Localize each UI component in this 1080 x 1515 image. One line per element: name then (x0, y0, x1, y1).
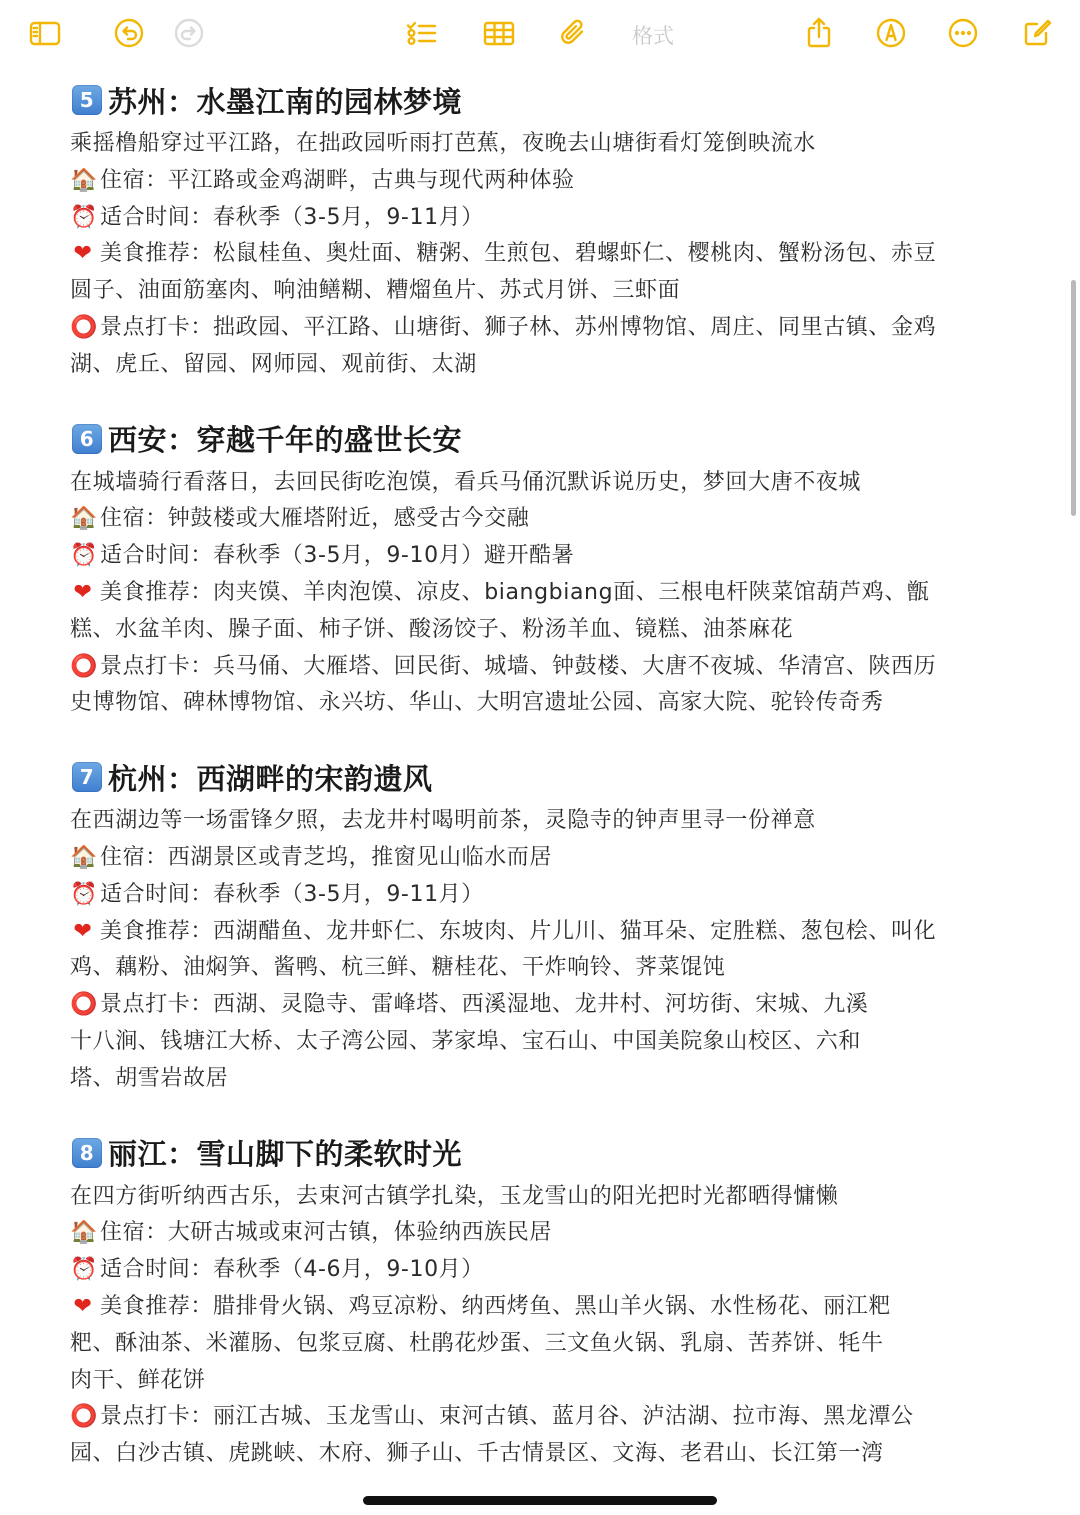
note-body[interactable] (70, 78, 1020, 1473)
spots-text: 景点打卡：丽江古城、玉龙雪山、束河古镇、蓝月谷、泸沽湖、拉市海、黑龙潭公 (100, 1404, 914, 1430)
vertical-scrollbar[interactable] (1071, 280, 1076, 516)
house-icon: 🏠 (70, 844, 98, 870)
house-icon: 🏠 (70, 1220, 98, 1246)
food-line-cont: 圆子、油面筋塞肉、响油鳝糊、糟熘鱼片、苏式月饼、三虾面 (70, 278, 681, 304)
spots-line-cont: 湖、虎丘、留园、网师园、观前街、太湖 (70, 351, 477, 377)
undo-icon[interactable] (110, 14, 148, 52)
section-hangzhou (70, 755, 1020, 1097)
spots-line (70, 987, 1020, 1024)
red-circle-icon: ⭕ (70, 314, 98, 340)
section-title: 杭州：西湖畔的宋韵遗风 (108, 761, 433, 796)
keycap-number-icon: 8 (72, 1138, 102, 1168)
spots-line-cont: 塔、胡雪岩故居 (70, 1065, 229, 1091)
time-line (70, 538, 1020, 575)
food-line (70, 1289, 1020, 1326)
food-text: 美食推荐：西湖醋鱼、龙井虾仁、东坡肉、片儿川、猫耳朵、定胜糕、葱包桧、叫化 (100, 918, 937, 944)
time-text: 适合时间：春秋季（4-6月，9-10月） (100, 1257, 484, 1283)
share-icon[interactable] (800, 14, 838, 52)
table-icon[interactable] (480, 14, 518, 52)
red-circle-icon: ⭕ (70, 1404, 98, 1430)
stay-line (70, 163, 1020, 200)
heart-icon: ❤ (73, 241, 93, 267)
stay-line (70, 840, 1020, 877)
spots-text: 景点打卡：西湖、灵隐寺、雷峰塔、西溪湿地、龙井村、河坊街、宋城、九溪 (100, 992, 869, 1018)
food-text: 美食推荐：腊排骨火锅、鸡豆凉粉、纳西烤鱼、黑山羊火锅、水性杨花、丽江粑 (100, 1293, 892, 1319)
attachment-icon[interactable] (554, 14, 592, 52)
house-icon: 🏠 (70, 506, 98, 532)
stay-line (70, 1215, 1020, 1252)
redo-icon[interactable] (170, 14, 208, 52)
food-line-cont: 鸡、藕粉、油焖笋、酱鸭、杭三鲜、糖桂花、干炸响铃、荠菜馄饨 (70, 955, 726, 981)
section-heading (70, 755, 1020, 799)
time-text: 适合时间：春秋季（3-5月，9-11月） (100, 881, 484, 907)
section-title: 丽江：雪山脚下的柔软时光 (108, 1137, 463, 1172)
compose-icon[interactable] (1018, 14, 1056, 52)
section-heading (70, 417, 1020, 461)
food-line-cont: 粑、酥油茶、米灌肠、包浆豆腐、杜鹃花炒蛋、三文鱼火锅、乳扇、苦荞饼、牦牛 (70, 1330, 884, 1356)
keycap-number-icon: 5 (72, 85, 102, 115)
time-line (70, 1252, 1020, 1289)
heart-icon: ❤ (73, 918, 93, 944)
markup-icon[interactable] (872, 14, 910, 52)
spots-line-cont: 园、白沙古镇、虎跳峡、木府、狮子山、千古情景区、文海、老君山、长江第一湾 (70, 1441, 884, 1467)
food-line (70, 914, 1020, 951)
section-heading (70, 78, 1020, 122)
sidebar-icon[interactable] (26, 14, 64, 52)
food-line-cont: 肉干、鲜花饼 (70, 1367, 206, 1393)
heart-icon: ❤ (73, 1293, 93, 1319)
section-lijiang (70, 1131, 1020, 1473)
keycap-number-icon: 7 (72, 762, 102, 792)
food-line-cont: 糕、水盆羊肉、臊子面、柿子饼、酸汤饺子、粉汤羊血、镜糕、油茶麻花 (70, 616, 794, 642)
food-text: 美食推荐：松鼠桂鱼、奥灶面、糖粥、生煎包、碧螺虾仁、樱桃肉、蟹粉汤包、赤豆 (100, 241, 937, 267)
spots-line-cont: 十八涧、钱塘江大桥、太子湾公园、茅家埠、宝石山、中国美院象山校区、六和 (70, 1028, 862, 1054)
red-circle-icon: ⭕ (70, 992, 98, 1018)
spots-line (70, 1399, 1020, 1436)
time-text: 适合时间：春秋季（3-5月，9-11月） (100, 204, 484, 230)
intro-text: 乘摇橹船穿过平江路，在拙政园听雨打芭蕉，夜晚去山塘街看灯笼倒映流水 (70, 131, 816, 156)
food-text: 美食推荐：肉夹馍、羊肉泡馍、凉皮、biangbiang面、三根电杆陕菜馆葫芦鸡、甑 (100, 579, 930, 605)
food-line (70, 575, 1020, 612)
spots-text: 景点打卡：兵马俑、大雁塔、回民街、城墙、钟鼓楼、大唐不夜城、华清宫、陕西历 (100, 653, 937, 679)
alarm-clock-icon: ⏰ (70, 1257, 98, 1283)
section-suzhou (70, 78, 1020, 384)
time-line (70, 200, 1020, 237)
format-button[interactable]: 格式 (632, 24, 674, 48)
spots-line (70, 649, 1020, 686)
alarm-clock-icon: ⏰ (70, 204, 98, 230)
food-line (70, 236, 1020, 273)
alarm-clock-icon: ⏰ (70, 881, 98, 907)
heart-icon: ❤ (73, 579, 93, 605)
stay-text: 住宿：钟鼓楼或大雁塔附近，感受古今交融 (100, 506, 530, 532)
house-icon: 🏠 (70, 167, 98, 193)
section-xian (70, 417, 1020, 723)
intro-text: 在四方街听纳西古乐，去束河古镇学扎染，玉龙雪山的阳光把时光都晒得慵懒 (70, 1183, 839, 1209)
section-title: 苏州：水墨江南的园林梦境 (108, 84, 463, 119)
spots-line (70, 310, 1020, 347)
stay-line (70, 501, 1020, 538)
checklist-icon[interactable] (402, 14, 440, 52)
red-circle-icon: ⭕ (70, 653, 98, 679)
alarm-clock-icon: ⏰ (70, 543, 98, 569)
home-indicator[interactable] (363, 1496, 717, 1505)
time-text: 适合时间：春秋季（3-5月，9-10月）避开酷暑 (100, 543, 575, 569)
stay-text: 住宿：西湖景区或青芝坞，推窗见山临水而居 (100, 844, 553, 870)
intro-text: 在城墙骑行看落日，去回民街吃泡馍，看兵马俑沉默诉说历史，梦回大唐不夜城 (70, 469, 862, 495)
spots-line-cont: 史博物馆、碑林博物馆、永兴坊、华山、大明宫遗址公园、高家大院、驼铃传奇秀 (70, 690, 884, 716)
more-icon[interactable] (944, 14, 982, 52)
keycap-number-icon: 6 (72, 424, 102, 454)
intro-text: 在西湖边等一场雷锋夕照，去龙井村喝明前茶，灵隐寺的钟声里寻一份禅意 (70, 808, 816, 834)
stay-text: 住宿：大研古城或束河古镇，体验纳西族民居 (100, 1220, 553, 1246)
section-heading (70, 1131, 1020, 1175)
stay-text: 住宿：平江路或金鸡湖畔，古典与现代两种体验 (100, 167, 575, 193)
section-title: 西安：穿越千年的盛世长安 (108, 423, 463, 458)
notes-toolbar (0, 0, 1080, 66)
time-line (70, 877, 1020, 914)
spots-text: 景点打卡：拙政园、平江路、山塘街、狮子林、苏州博物馆、周庄、同里古镇、金鸡 (100, 314, 937, 340)
